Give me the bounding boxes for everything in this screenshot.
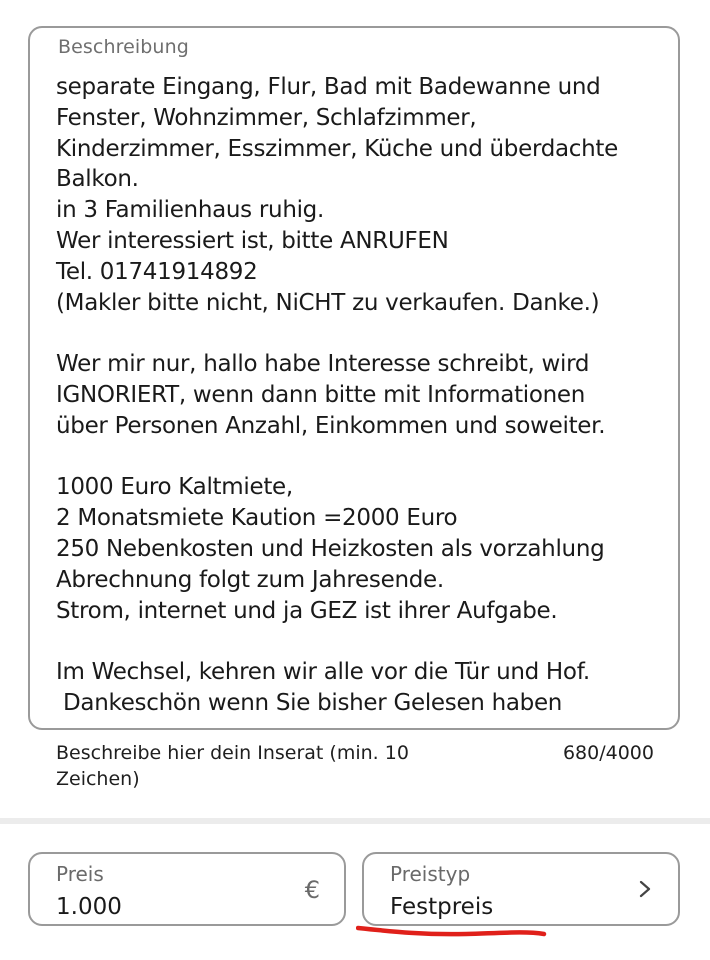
price-input-value[interactable]: 1.000 <box>56 894 122 920</box>
price-type-select[interactable] <box>362 852 680 926</box>
price-type-value: Festpreis <box>390 894 494 920</box>
description-label: Beschreibung <box>58 36 189 58</box>
red-underline-annotation <box>356 922 548 944</box>
price-type-label: Preistyp <box>390 862 471 886</box>
chevron-right-icon <box>638 878 652 900</box>
euro-icon: € <box>304 876 320 904</box>
description-textarea[interactable] <box>28 26 680 730</box>
price-label: Preis <box>56 862 104 886</box>
description-helper-text: Beschreibe hier dein Inserat (min. 10 Zeichen) <box>56 742 409 790</box>
description-text[interactable]: separate Eingang, Flur, Bad mit Badewanne und Fenster, Wohnzimmer, Schlafzimmer, Kinderzimmer, Esszimmer, Küche und überdachte Balkon. in 3 Familienhaus ruhig. Wer interessiert ist, bitte ANRUFEN Tel. 01741914892 (Makler bitte nicht, NiCHT zu verkaufen. Danke.) Wer mir nur, hallo habe Interesse schreibt, wird IGNORIERT, wenn dann bitte mit Informationen über Personen Anzahl, Einkommen und soweiter. 1000 Euro Kaltmiete, 2 Monatsmiete Kaution =2000 Euro 250 Nebenkosten und Heizkosten als vorzahlung Abrechnung folgt zum Jahresende. Strom, internet und ja GEZ ist ihrer Aufgabe. Im Wechsel, kehren wir alle vor die Tür und Hof. Dankeschön wenn Sie bisher Gelesen haben <box>56 74 618 716</box>
price-field[interactable] <box>28 852 346 926</box>
character-counter: 680/4000 <box>562 742 654 764</box>
section-divider <box>0 818 710 824</box>
